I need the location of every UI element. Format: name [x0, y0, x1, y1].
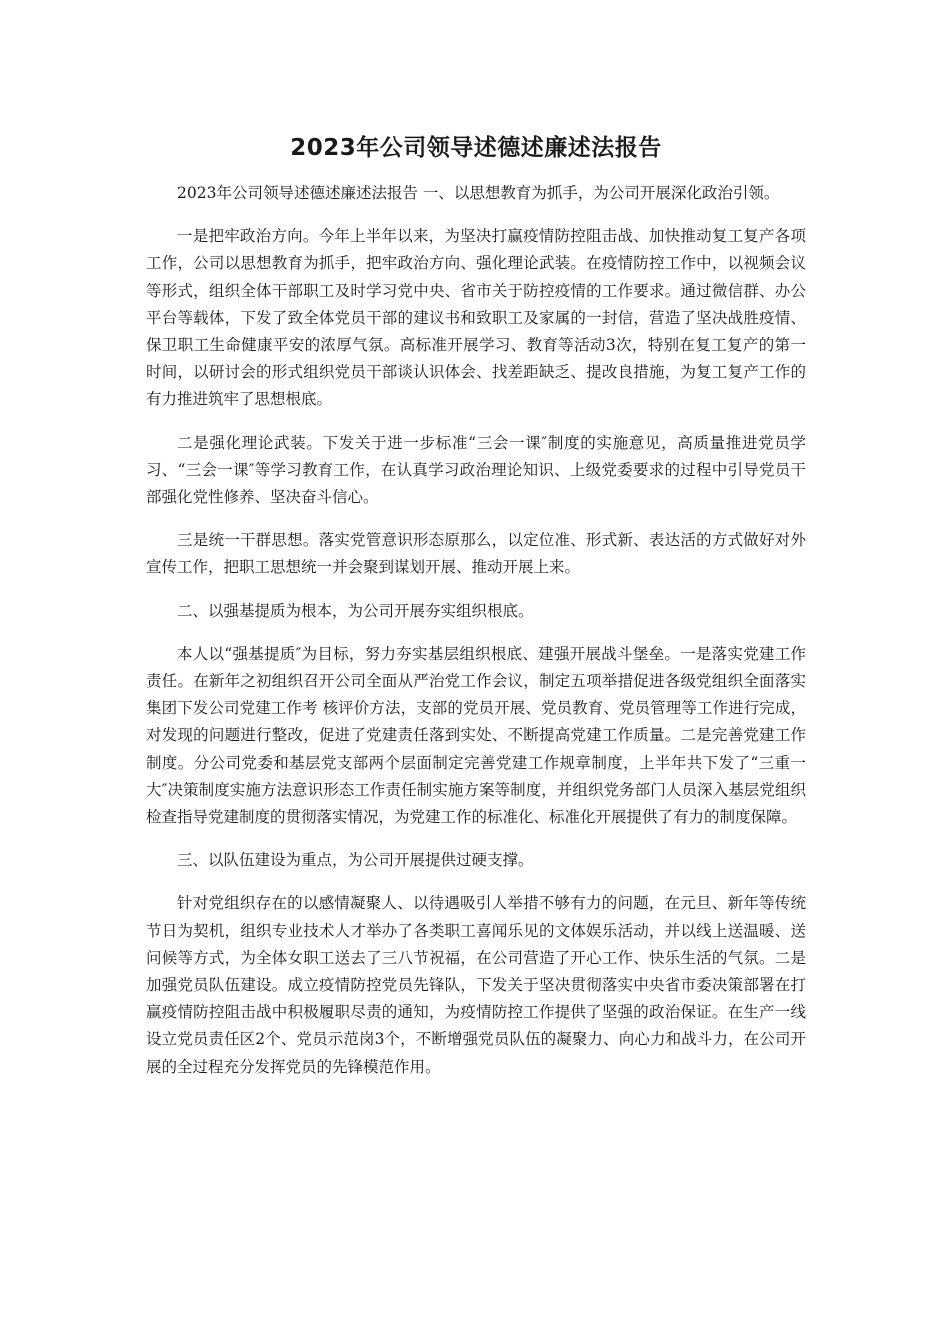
- document-page: [146, 128, 806, 1097]
- section-heading-two: 二、以强基提质为根本，为公司开展夯实组织根底。: [177, 601, 534, 620]
- paragraph-unify-thinking: 三是统一干群思想。落实党管意识形态原那么，以定位准、形式新、表达活的方式做好对外宣传工作，把职工思想统一并会聚到谋划开展、推动开展上来。: [146, 531, 806, 577]
- paragraph-strengthen-foundation: 本人以“强基提质″为目标，努力夯实基层组织根底、建强开展战斗堡垒。一是落实党建工作责任。在新年之初组织召开公司全面从严治党工作会议，制定五项举措促进各级党组织全面落实集团下发公司党建工作考 核评价方法，支部的党员开展、党员教育、党员管理等工作进行完成，对发现的问题进行整改，促进了党建责任落到实处、不断提高党建工作质量。二是完善党建工作制度。分公司党委和基层党支部两个层面制定完善党建工作规章制度，上半年共下发了“三重一大″决策制度实施方法意识形态工作责任制实施方案等制度，并组织党务部门人员深入基层党组织检查指导党建制度的贯彻落实情况，为党建工作的标准化、标准化开展提供了有力的制度保障。: [146, 644, 806, 827]
- paragraph-intro: 2023年公司领导述德述廉述法报告 一、以思想教育为抓手，为公司开展深化政治引领。: [177, 184, 780, 202]
- document-title: 2023年公司领导述德述廉述法报告: [290, 135, 662, 161]
- section-heading-three: 三、以队伍建设为重点，为公司开展提供过硬支撑。: [177, 851, 534, 870]
- paragraph-theory-study: 二是强化理论武装。下发关于进一步标准“三会一课″制度的实施意见，高质量推进党员学习、“三会一课″等学习教育工作，在认真学习政治理论知识、上级党委要求的过程中引导党员干部强化党性修养、坚决奋斗信心。: [146, 433, 806, 507]
- paragraph-team-building: 针对党组织存在的以感情凝聚人、以待遇吸引人举措不够有力的问题，在元旦、新年等传统节日为契机，组织专业技术人才举办了各类职工喜闻乐见的文体娱乐活动，并以线上送温暖、送问候等方式，为全体女职工送去了三八节祝福，在公司营造了开心工作、快乐生活的气氛。二是加强党员队伍建设。成立疫情防控党员先锋队，下发关于坚决贯彻落实中央省市委决策部署在打赢疫情防控阻击战中积极履职尽责的通知，为疫情防控工作提供了坚强的政治保证。在生产一线设立党员责任区2个、党员示范岗3个，不断增强党员队伍的凝聚力、向心力和战斗力，在公司开展的全过程充分发挥党员的先锋模范作用。: [146, 894, 806, 1076]
- paragraph-political-direction: 一是把牢政治方向。今年上半年以来，为坚决打赢疫情防控阻击战、加快推动复工复产各项工作，公司以思想教育为抓手，把牢政治方向、强化理论武装。在疫情防控工作中，以视频会议等形式，组织全体干部职工及时学习党中央、省市关于防控疫情的工作要求。通过微信群、办公平台等载体，下发了致全体党员干部的建议书和致职工及家属的一封信，营造了坚决战胜疫情、保卫职工生命健康平安的浓厚气氛。高标准开展学习、教育等活动3次，特别在复工复产的第一时间，以研讨会的形式组织党员干部谈认识体会、找差距缺乏、提改良措施，为复工复产工作的有力推进筑牢了思想根底。: [146, 227, 806, 409]
